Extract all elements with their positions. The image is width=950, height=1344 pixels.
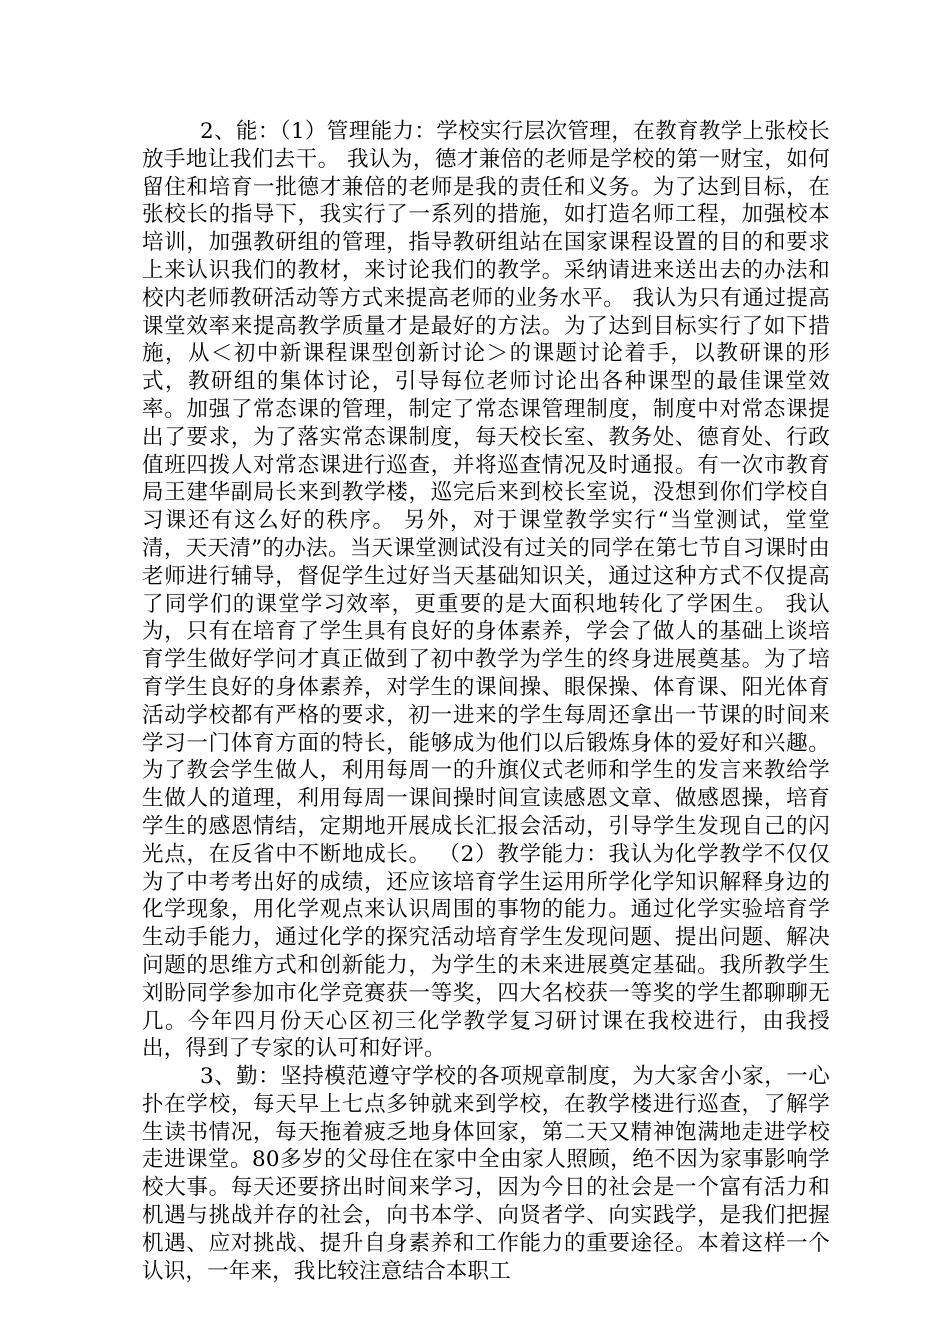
paragraph-diligence: 3、勤：坚持模范遵守学校的各项规章制度，为大家舍小家，一心扑在学校，每天早上七点多钟就来到学校，在教学楼进行巡查，了解学生读书情况，每天拖着疲乏地身体回家，第二天又精神饱满地走进学校走进课堂。80多岁的父母住在家中全由家人照顾，绝不因为家事影响学校大事。每天还要挤出时间来学习，因为今日的社会是一个富有活力和机遇与挑战并存的社会，向书本学、向贤者学、向实践学，是我们把握机遇、应对挑战、提升自身素养和工作能力的重要途径。本着这样一个认识，一年来，我比较注意结合本职工	[142, 1064, 830, 1284]
paragraph-ability: 2、能：（1）管理能力：学校实行层次管理，在教育教学上张校长放手地让我们去干。 我认为，德才兼倍的老师是学校的第一财宝，如何留住和培育一批德才兼倍的老师是我的责任和义务。为了达到目标，在张校长的指导下，我实行了一系列的措施，如打造名师工程，加强校本培训，加强教研组的管理，指导教研组站在国家课程设置的目的和要求上来认识我们的教材，来讨论我们的教学。采纳请进来送出去的办法和校内老师教研活动等方式来提高老师的业务水平。 我认为只有通过提高课堂效率来提高教学质量才是最好的方法。为了达到目标实行了如下措施，从＜初中新课程课型创新讨论＞的课题讨论着手，以教研课的形式，教研组的集体讨论，引导每位老师讨论出各种课型的最佳课堂效率。加强了常态课的管理，制定了常态课管理制度，制度中对常态课提出了要求，为了落实常态课制度，每天校长室、教务处、德育处、行政值班四拨人对常态课进行巡查，并将巡查情况及时通报。有一次市教育局王建华副局长来到教学楼，巡完后来到校长室说，没想到你们学校自习课还有这么好的秩序。 另外，对于课堂教学实行“当堂测试，堂堂清，天天清”的办法。当天课堂测试没有过关的同学在第七节自习课时由老师进行辅导，督促学生过好当天基础知识关，通过这种方式不仅提高了同学们的课堂学习效率，更重要的是大面积地转化了学困生。 我认为，只有在培育了学生具有良好的身体素养，学会了做人的基础上谈培育学生做好学问才真正做到了初中教学为学生的终身进展奠基。为了培育学生良好的身体素养，对学生的课间操、眼保操、体育课、阳光体育活动学校都有严格的要求，初一进来的学生每周还拿出一节课的时间来学习一门体育方面的特长，能够成为他们以后锻炼身体的爱好和兴趣。为了教会学生做人，利用每周一的升旗仪式老师和学生的发言来教给学生做人的道理，利用每周一课间操时间宣读感恩文章、做感恩操，培育学生的感恩情结，定期地开展成长汇报会活动，引导学生发现自己的闪光点，在反省中不断地成长。 （2）教学能力：我认为化学教学不仅仅为了中考考出好的成绩，还应该培育学生运用所学化学知识解释身边的化学现象，用化学观点来认识周围的事物的能力。通过化学实验培育学生动手能力，通过化学的探究活动培育学生发现问题、提出问题、解决问题的思维方式和创新能力，为学生的未来进展奠定基础。我所教学生刘盼同学参加市化学竞赛获一等奖，四大名校获一等奖的学生都聊聊无几。今年四月份天心区初三化学教学复习研讨课在我校进行，由我授出，得到了专家的认可和好评。	[142, 119, 830, 1062]
document-body	[142, 118, 830, 1285]
